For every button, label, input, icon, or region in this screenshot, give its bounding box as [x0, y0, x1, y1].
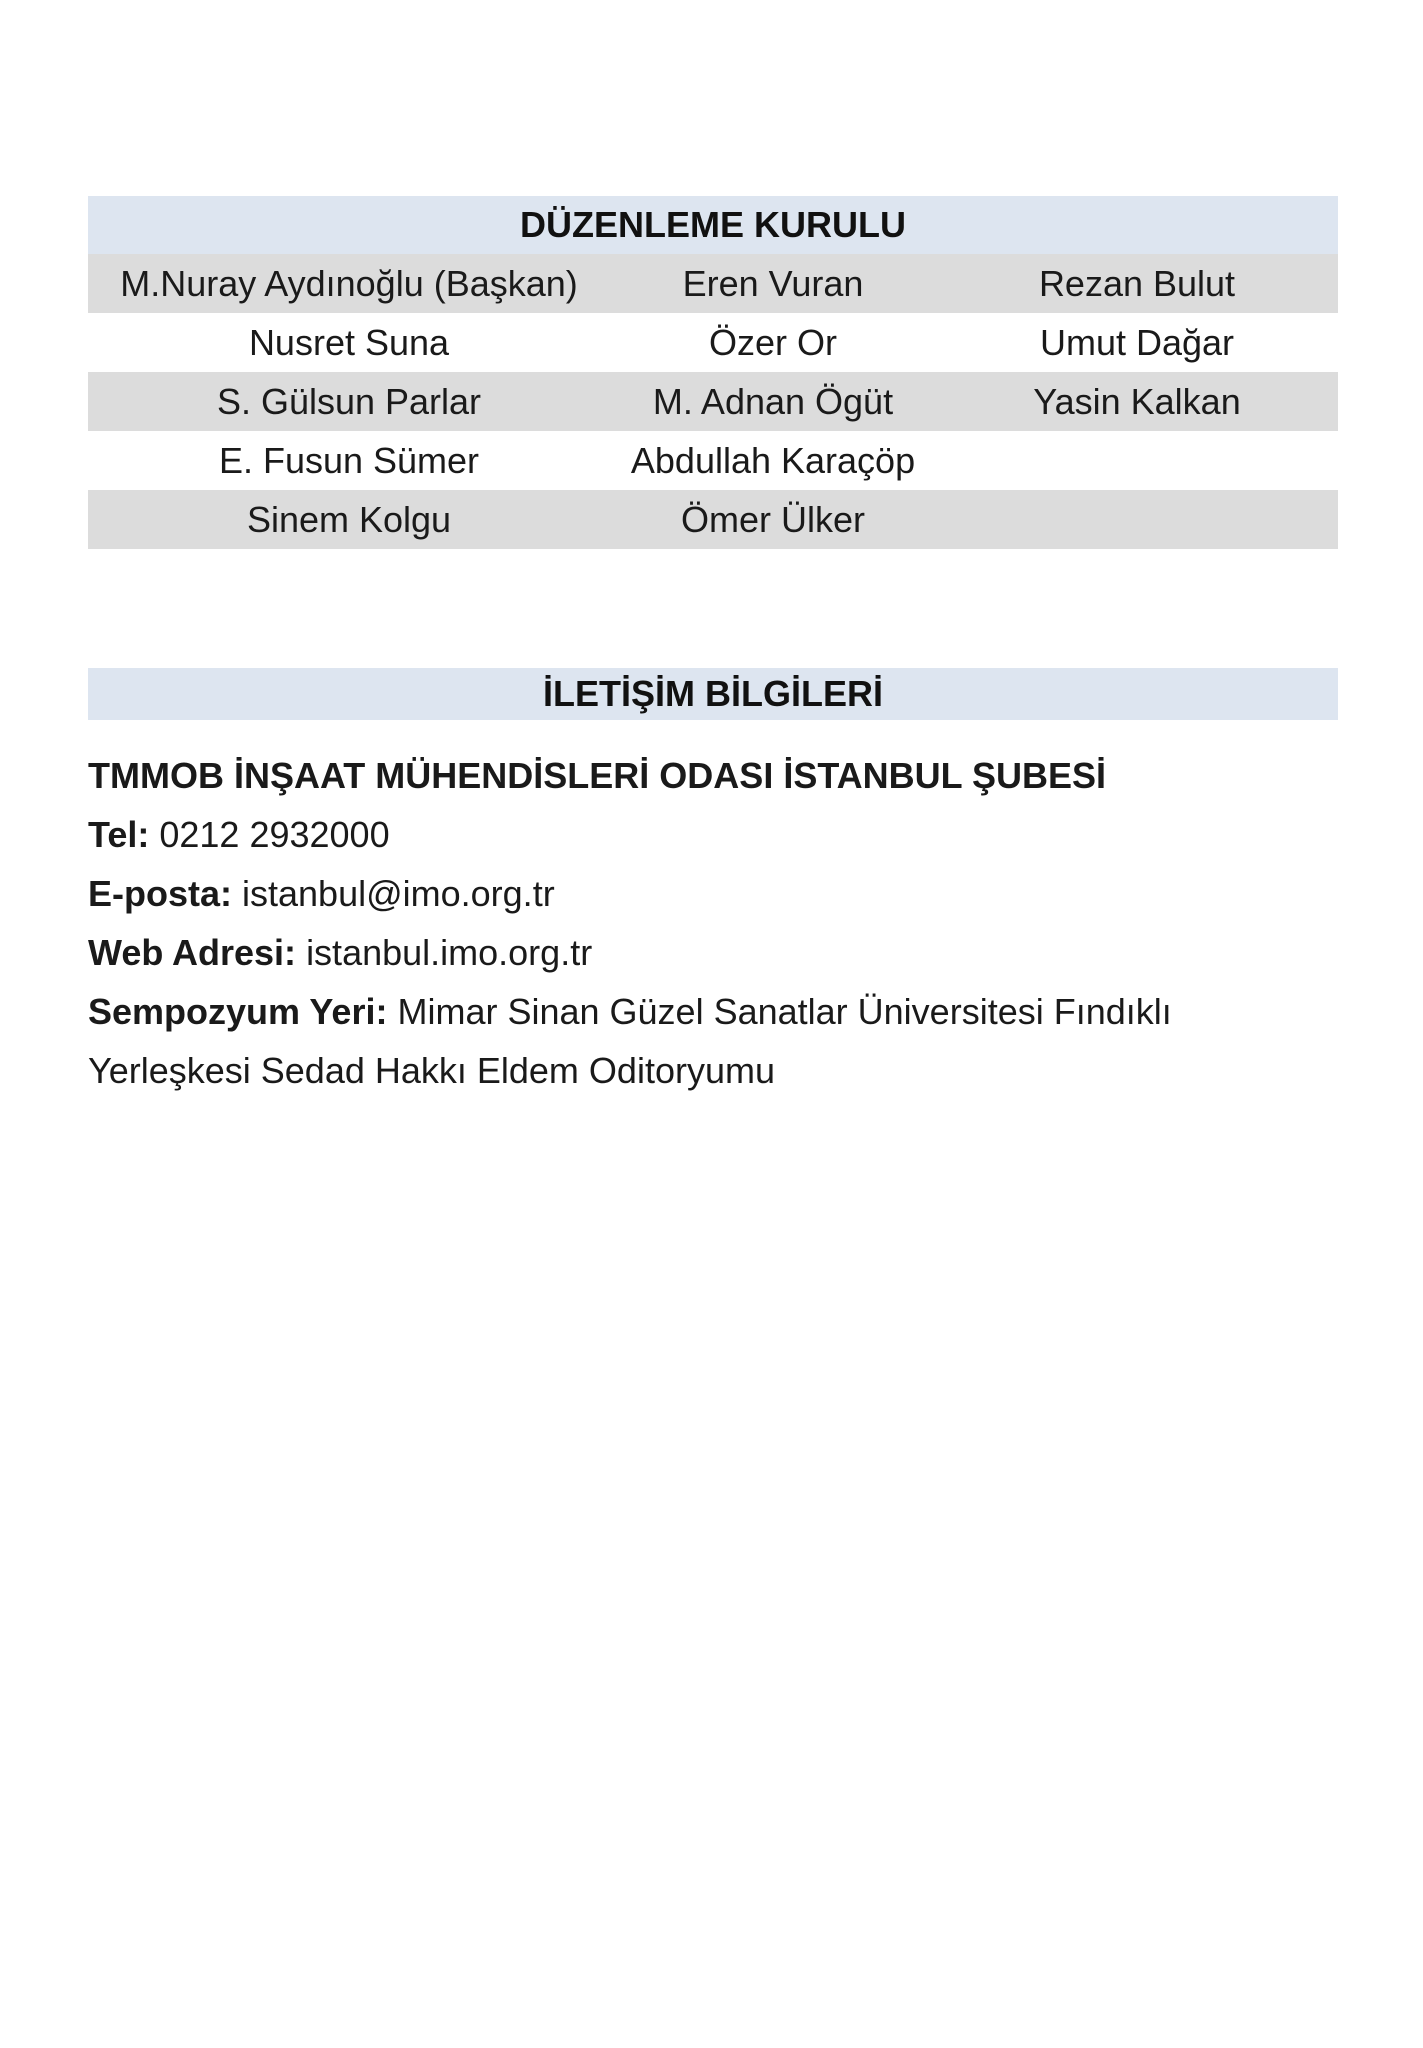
table-row	[88, 313, 1338, 372]
email-value: istanbul@imo.org.tr	[242, 873, 555, 914]
contact-title: İLETİŞİM BİLGİLERİ	[88, 668, 1338, 720]
committee-member: Özer Or	[708, 321, 837, 363]
committee-member: Yasin Kalkan	[1033, 380, 1241, 422]
committee-member: Eren Vuran	[682, 262, 864, 304]
committee-member: M. Adnan Ögüt	[652, 380, 894, 422]
table-row	[88, 254, 1338, 313]
committee-member: Rezan Bulut	[1038, 262, 1236, 304]
committee-table	[88, 254, 1338, 549]
phone-line	[88, 805, 1338, 864]
committee-member: M.Nuray Aydınoğlu (Başkan)	[120, 262, 578, 304]
table-row	[88, 490, 1338, 549]
table-row	[88, 431, 1338, 490]
committee-member: Ömer Ülker	[680, 498, 865, 540]
web-line	[88, 923, 1338, 982]
email-label: E-posta:	[88, 873, 232, 914]
web-value: istanbul.imo.org.tr	[306, 932, 593, 973]
web-label: Web Adresi:	[88, 932, 297, 973]
contact-info	[88, 746, 1338, 1100]
committee-member: S. Gülsun Parlar	[216, 380, 482, 422]
phone-label: Tel:	[88, 814, 150, 855]
venue-label: Sempozyum Yeri:	[88, 991, 388, 1032]
phone-value: 0212 2932000	[159, 814, 390, 855]
email-line	[88, 864, 1338, 923]
venue-value-line2: Yerleşkesi Sedad Hakkı Eldem Oditoryumu	[88, 1050, 775, 1091]
venue-line	[88, 982, 1338, 1041]
committee-member: Abdullah Karaçöp	[630, 439, 916, 481]
committee-member: E. Fusun Sümer	[218, 439, 480, 481]
committee-member: Umut Dağar	[1039, 321, 1235, 363]
table-row	[88, 372, 1338, 431]
committee-member: Sinem Kolgu	[246, 498, 452, 540]
committee-member: Nusret Suna	[248, 321, 450, 363]
venue-value-line1: Mimar Sinan Güzel Sanatlar Üniversitesi Fındıklı	[397, 991, 1172, 1032]
committee-title: DÜZENLEME KURULU	[88, 196, 1338, 254]
organization-name: TMMOB İNŞAAT MÜHENDİSLERİ ODASI İSTANBUL ŞUBESİ	[88, 755, 1107, 796]
